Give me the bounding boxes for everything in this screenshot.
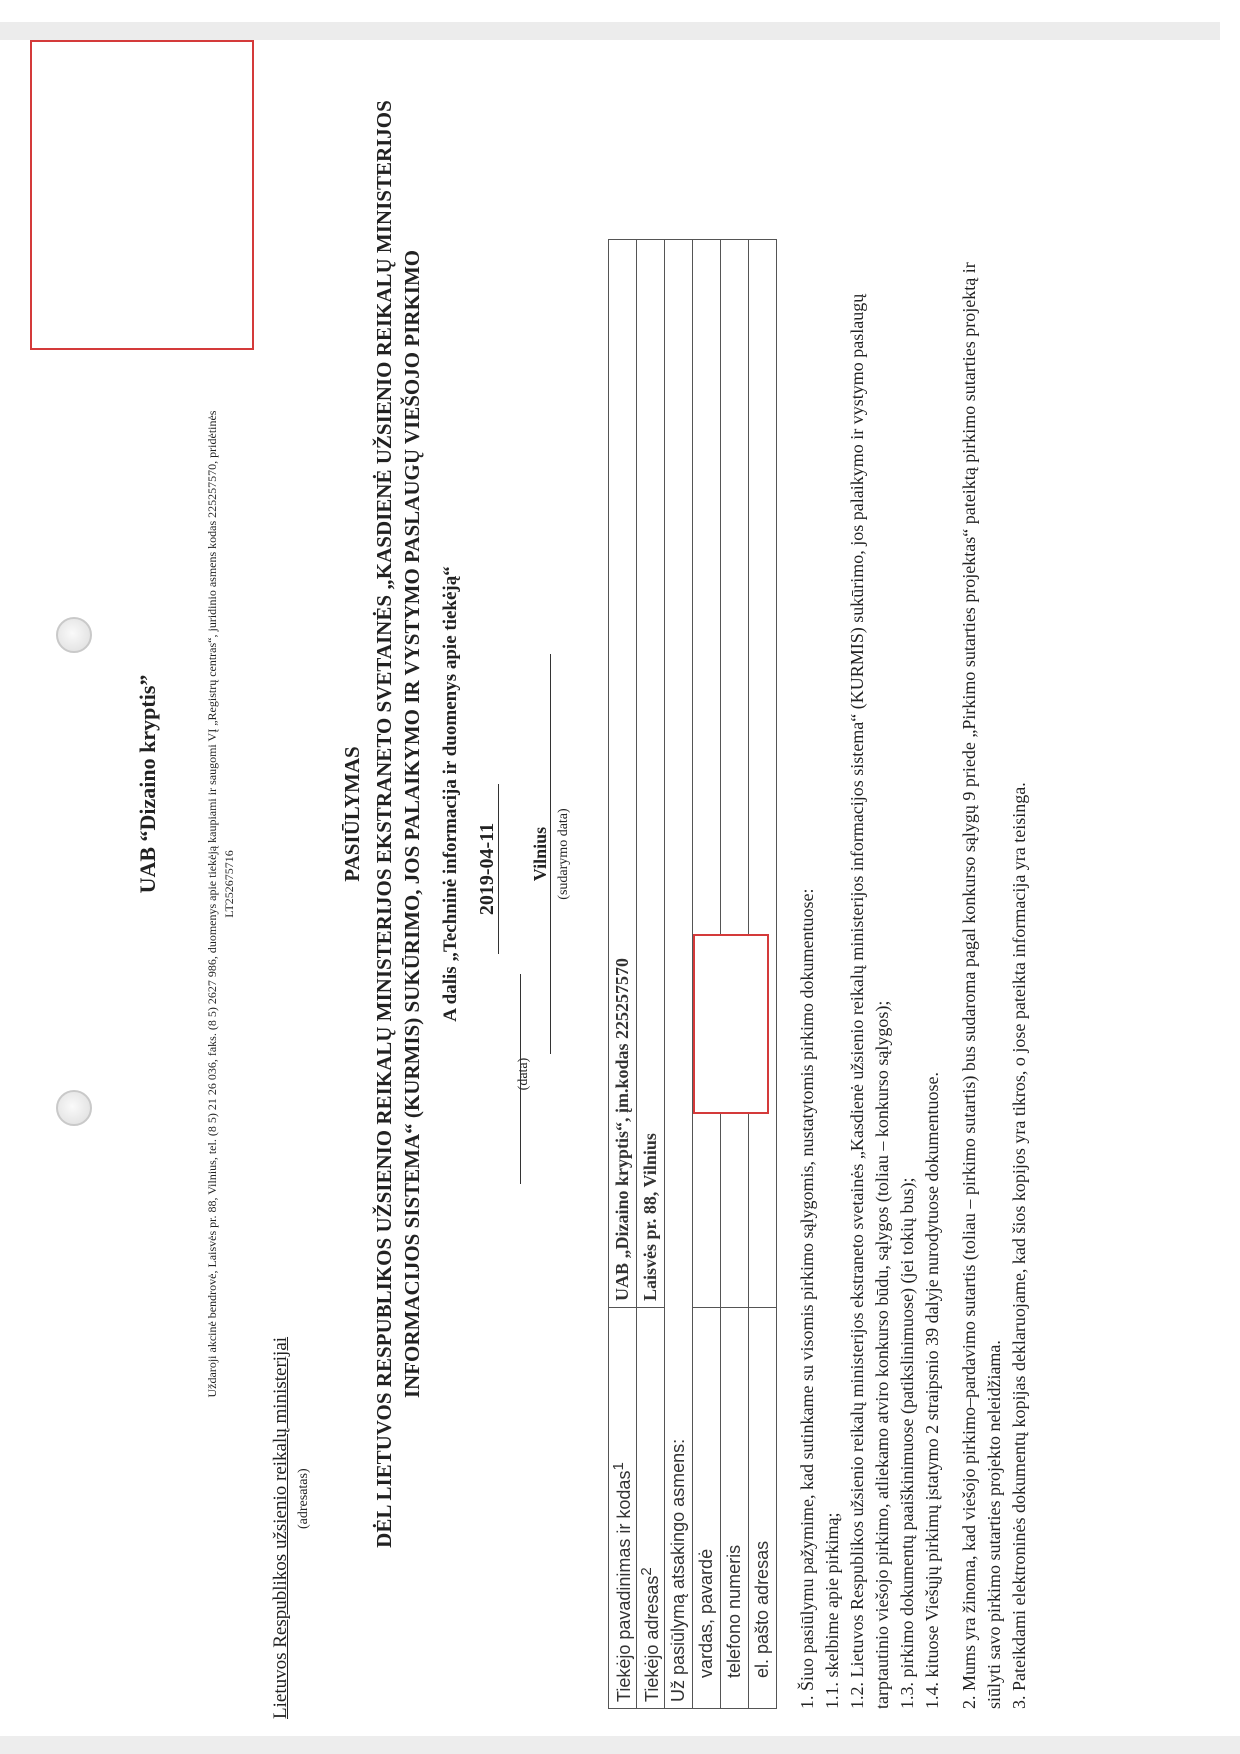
- declaration-text: [795, 229, 1032, 1709]
- paragraph-3: 3. Pateikdami elektroninės dokumentų kopijas deklaruojame, kad šios kopijos yra tikros, o jose pateikta informacija yra teisinga.: [1009, 782, 1029, 1709]
- table-value-cell: [749, 240, 777, 1308]
- place-value: Vilnius: [530, 826, 550, 882]
- table-section-cell: Už pasiūlymą atsakingo asmens:: [665, 240, 693, 1709]
- company-details-line: Uždaroji akcinė bendrovė, Laisvės pr. 88, Vilnius, tel. (8 5) 21 26 036, faks. (8 5) 2627 986, duomenys apie tiekėją kaupiami ir saugomi VĮ „Registrų centras“, juridinio asmens kodas 225257570, pridėtinės: [205, 410, 219, 1398]
- addressee-caption: (adresatas): [296, 1468, 311, 1529]
- table-value-cell: [693, 240, 721, 1308]
- table-label-cell: Tiekėjo pavadinimas ir kodas$^1$: [609, 1308, 637, 1709]
- table-label-cell: el. pašto adresas: [749, 1308, 777, 1709]
- paragraph-1-1: 1.1. skelbime apie pirkimą;: [822, 1512, 842, 1709]
- paragraph-2: 2. Mums yra žinoma, kad viešojo pirkimo–pardavimo sutartis (toliau – pirkimo sutartis) bus sudaroma pagal konkurso sąlygų 9 priede „Pirkimo sutarties projektas“ pateiktą pirkimo sutarties projektą ir siūlyti savo pirkimo sutarties projekto neleidžiama.: [959, 262, 1004, 1709]
- document-title: PASIŪLYMAS: [340, 746, 364, 882]
- date-caption: (data): [516, 1057, 531, 1091]
- date-underline: [498, 784, 499, 954]
- addressee-name: Lietuvos Respublikos užsienio reikalų ministerijai: [270, 1336, 291, 1719]
- table-row: [637, 240, 665, 1709]
- supplier-name: UAB “Dizaino kryptis”: [135, 674, 160, 894]
- paragraph-1-3: 1.3. pirkimo dokumentų paaiškinimuose (patikslinimuose) (jei tokių bus);: [897, 1177, 917, 1709]
- table-label-cell: Tiekėjo adresas$^2$: [637, 1308, 665, 1709]
- table-value-cell: UAB „Dizaino kryptis“, įm.kodas 225257570: [609, 240, 637, 1308]
- table-row: [665, 240, 693, 1709]
- redaction-box-contact: [693, 934, 769, 1114]
- paragraph-1: 1. Šiuo pasiūlymu pažymime, kad sutinkame su visomis pirkimo sąlygomis, nustatytomis pirkimo dokumentuose:: [797, 888, 817, 1709]
- paragraph-1-2: 1.2. Lietuvos Respublikos užsienio reikalų ministerijos ekstraneto svetainės „Kasdienė užsienio reikalų ministerijos informacijos sistema“ (KURMIS) sukūrimo, jos palaikymo ir vystymo paslaugų tarptautinio viešojo pirkimo, atliekamo atviro konkurso būdu, sąlygos (toliau – konkurso sąlygos);: [847, 293, 892, 1709]
- table-value-cell: Laisvės pr. 88, Vilnius: [637, 240, 665, 1308]
- table-row: [609, 240, 637, 1709]
- table-label-cell: telefono numeris: [721, 1308, 749, 1709]
- vat-code-line: LT252675716: [222, 850, 236, 918]
- date-value: 2019-04-11: [476, 822, 498, 916]
- document-subject: DĖL LIETUVOS RESPUBLIKOS UŽSIENIO REIKALŲ MINISTERIJOS EKSTRANETO SVETAINĖS „KASDIENĖ UŽSIENIO REIKALŲ MINISTERIJOS INFORMACIJOS SISTEMA“ (KURMIS) SUKŪRIMO, JOS PALAIKYMO IR VYSTYMO PASLAUGŲ VIEŠOJO PIRKIMO: [372, 100, 424, 1548]
- place-underline: [550, 654, 551, 1054]
- place-caption: (sudarymo data): [556, 808, 571, 900]
- table-label-cell: vardas, pavardė: [693, 1308, 721, 1709]
- table-value-cell: [721, 240, 749, 1308]
- part-title: A dalis „Techninė informacija ir duomenys apie tiekėją“: [440, 566, 461, 1022]
- paragraph-1-4: 1.4. kituose Viešųjų pirkimų įstatymo 2 straipsnio 39 dalyje nurodytuose dokumentuose.: [922, 1071, 942, 1709]
